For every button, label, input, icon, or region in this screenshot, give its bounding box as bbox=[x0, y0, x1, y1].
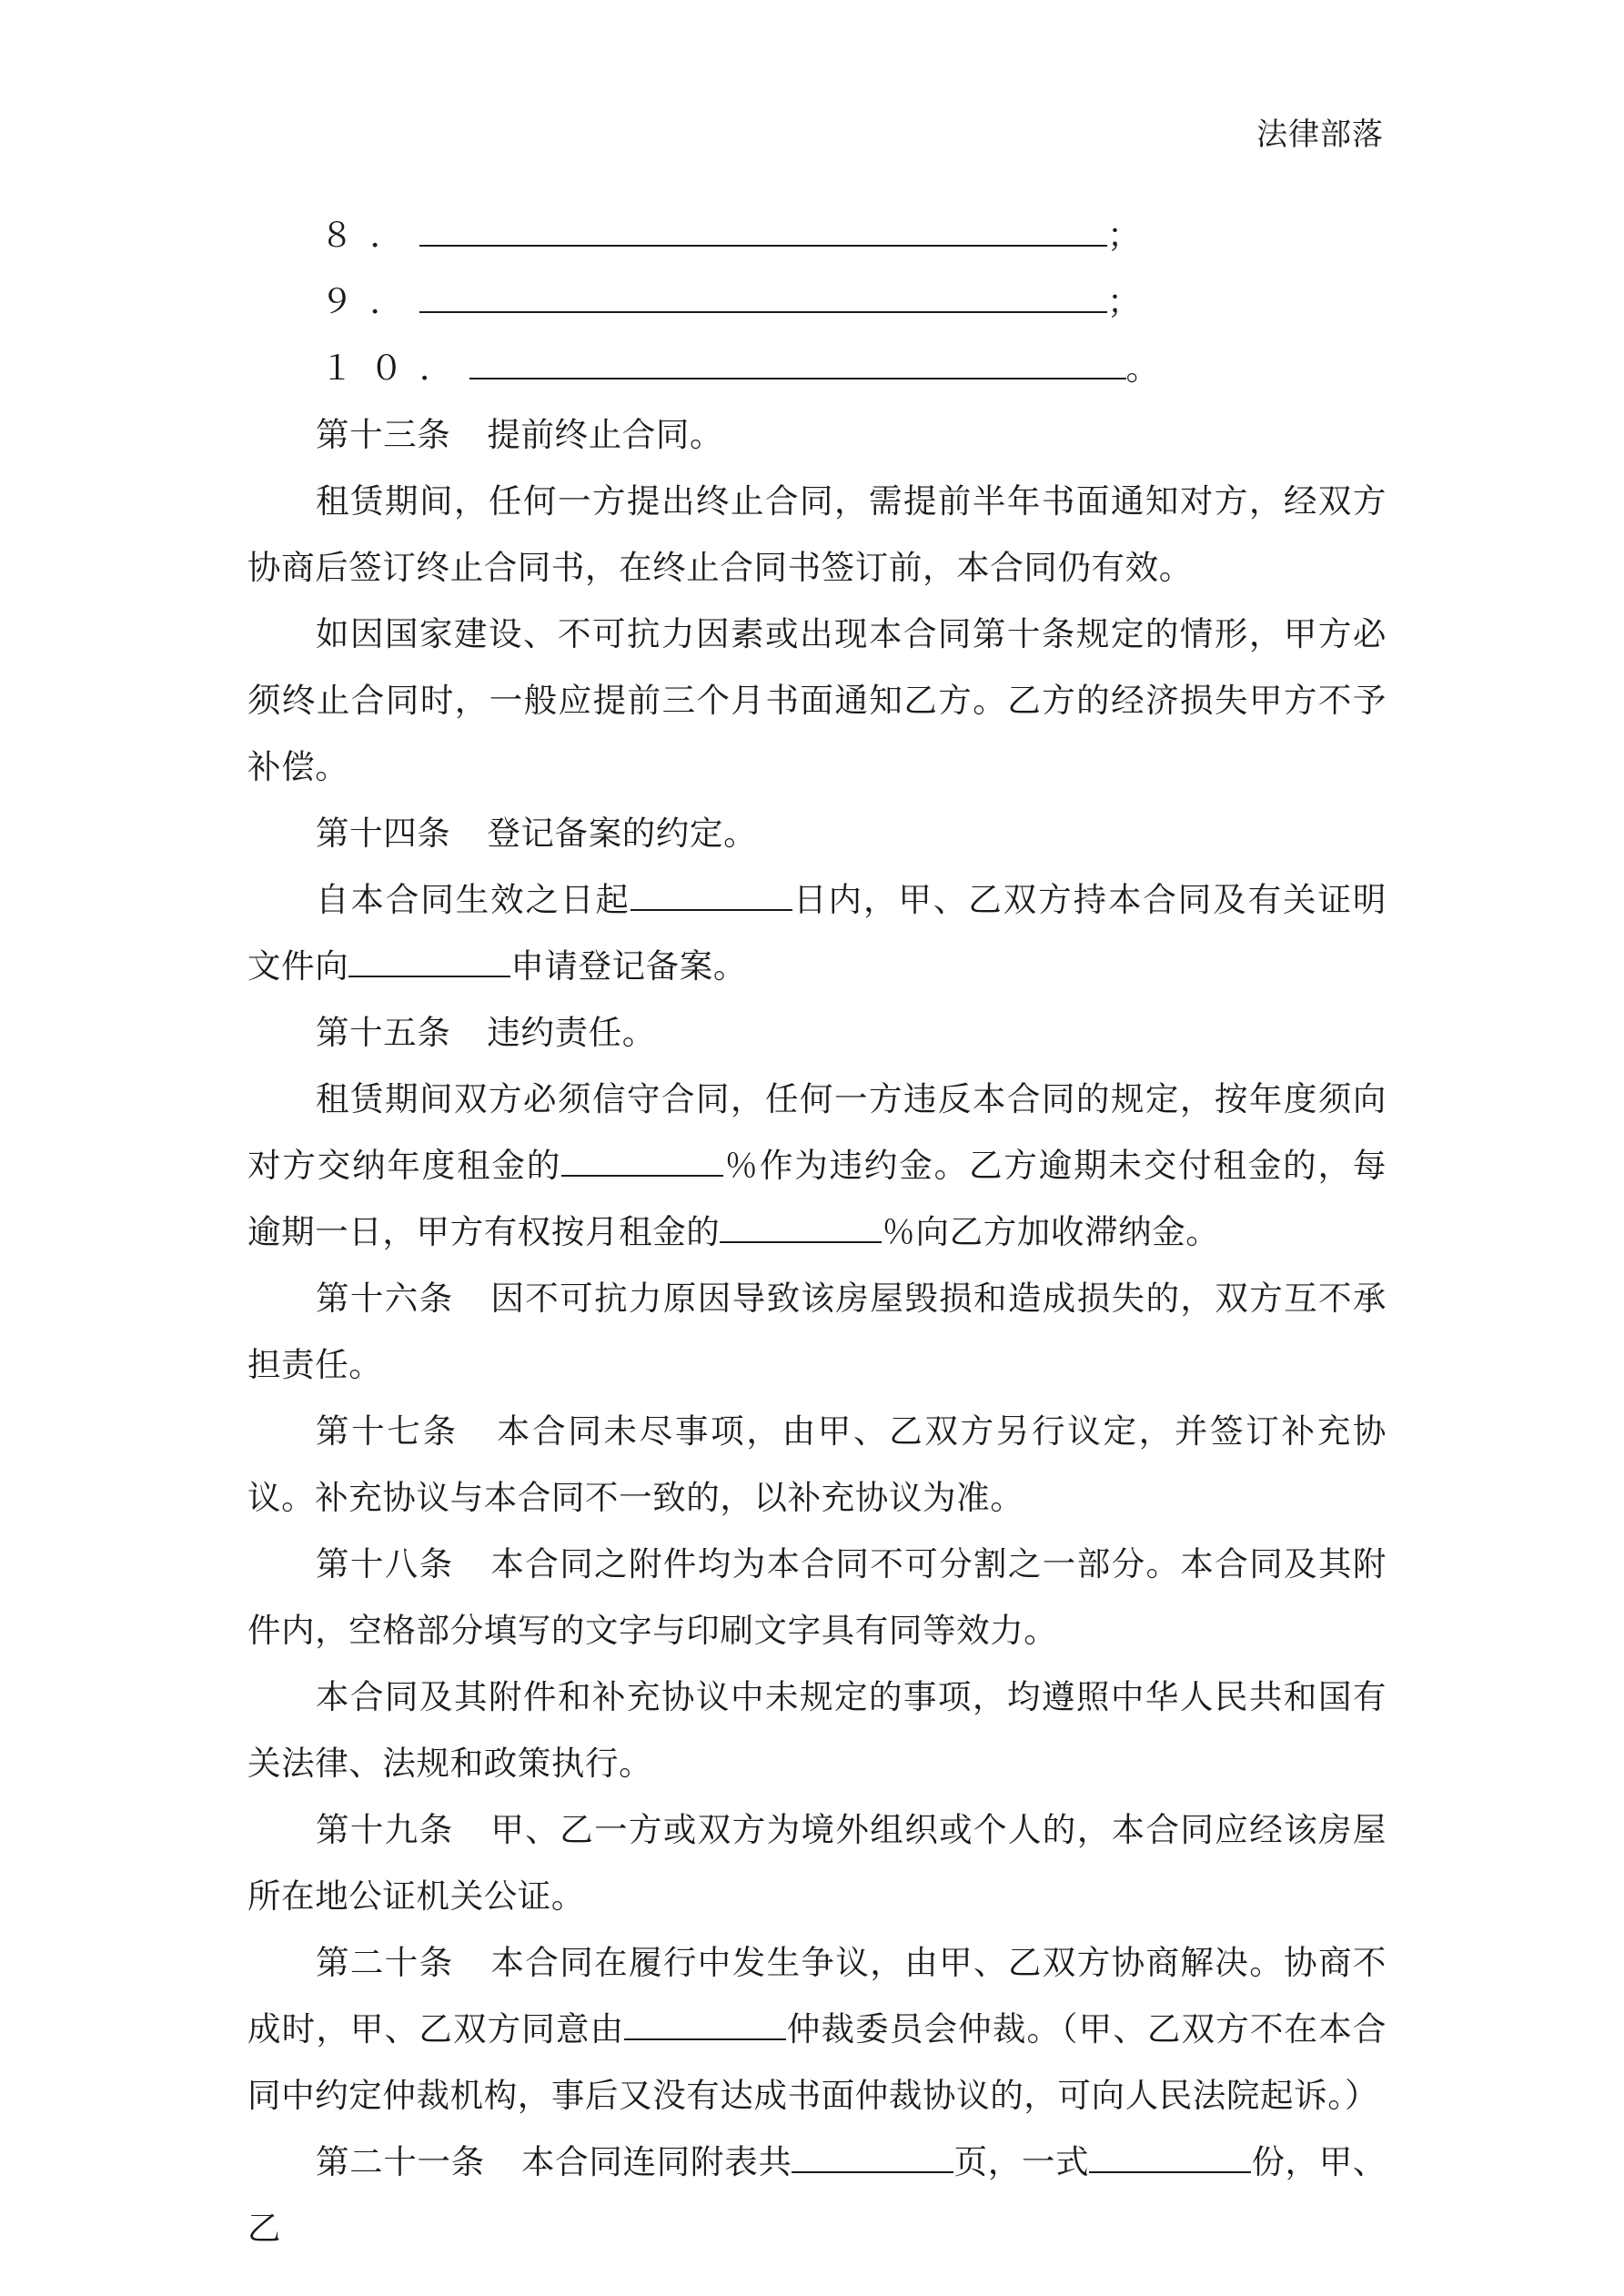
list-end-mark: ； bbox=[1107, 282, 1142, 321]
text-segment: ％作为违约金。乙方逾期未交付租金的，每逾期一日，甲方有权按月租金的 bbox=[247, 1146, 1387, 1251]
article-13-heading bbox=[247, 401, 1387, 468]
article-number: 第十七条 bbox=[316, 1411, 459, 1451]
late-fee-percent-blank[interactable] bbox=[720, 1209, 882, 1244]
days-blank[interactable] bbox=[630, 876, 792, 912]
article-18-paragraph-2: 本合同及其附件和补充协议中未规定的事项，均遵照中华人民共和国有关法律、法规和政策执行。 bbox=[247, 1677, 1387, 1783]
penalty-percent-blank[interactable] bbox=[561, 1142, 723, 1178]
article-number: 第二十条 bbox=[316, 1943, 454, 1982]
text-segment: 自本合同生效之日起 bbox=[316, 880, 630, 919]
page-header-source: 法律部落 bbox=[1256, 116, 1384, 153]
text-segment: 仲裁委员会仲裁。（甲、乙双方不在本合同中约定仲裁机构，事后又没有达成书面仲裁协议的，可向人民法院起诉。） bbox=[247, 2009, 1387, 2115]
article-text: 甲、乙一方或双方为境外组织或个人的，本合同应经该房屋所在地公证机关公证。 bbox=[247, 1810, 1387, 1916]
list-number: ９． bbox=[320, 282, 419, 321]
article-heading: 登记备案的约定。 bbox=[487, 814, 758, 853]
list-number: ８． bbox=[320, 216, 419, 255]
article-16 bbox=[247, 1265, 1387, 1398]
article-13-paragraph-1: 租赁期间，任何一方提出终止合同，需提前半年书面通知对方，经双方协商后签订终止合同书，在终止合同书签订前，本合同仍有效。 bbox=[247, 481, 1387, 587]
article-number: 第十三条 bbox=[316, 415, 451, 454]
text-segment: 份，甲、乙 bbox=[247, 2142, 1387, 2248]
article-number: 第十四条 bbox=[316, 814, 451, 853]
article-19 bbox=[247, 1796, 1387, 1929]
contract-body bbox=[247, 202, 1387, 2261]
registration-office-blank[interactable] bbox=[348, 943, 510, 978]
article-number: 第十八条 bbox=[316, 1544, 454, 1583]
copies-count-blank[interactable] bbox=[1089, 2139, 1251, 2174]
text-segment: 申请登记备案。 bbox=[510, 946, 748, 986]
page-count-blank[interactable] bbox=[792, 2139, 953, 2174]
text-segment: ％向乙方加收滞纳金。 bbox=[882, 1212, 1220, 1251]
article-14-heading bbox=[247, 800, 1387, 866]
article-number: 第十九条 bbox=[316, 1810, 454, 1849]
article-text: 本合同之附件均为本合同不可分割之一部分。本合同及其附件内，空格部分填写的文字与印刷文字具有同等效力。 bbox=[247, 1544, 1387, 1650]
text-segment: 本合同在履行中发生争议，由甲、乙双方协商解决。协商不成时，甲、乙双方同意由 bbox=[247, 1943, 1387, 2048]
article-number: 第二十一条 bbox=[316, 2142, 485, 2181]
list-item-10 bbox=[247, 335, 1387, 401]
arbitration-committee-blank[interactable] bbox=[624, 2006, 786, 2041]
list-item-9 bbox=[247, 268, 1387, 335]
article-text: 本合同未尽事项，由甲、乙双方另行议定，并签订补充协议。补充协议与本合同不一致的，以补充协议为准。 bbox=[247, 1411, 1387, 1517]
article-17 bbox=[247, 1398, 1387, 1531]
list-item-8 bbox=[247, 202, 1387, 268]
article-18 bbox=[247, 1531, 1387, 1664]
list-end-mark: ； bbox=[1107, 216, 1142, 255]
article-heading: 违约责任。 bbox=[487, 1013, 656, 1052]
article-13-paragraph-2: 如因国家建设、不可抗力因素或出现本合同第十条规定的情形，甲方必须终止合同时，一般应提前三个月书面通知乙方。乙方的经济损失甲方不予补偿。 bbox=[247, 614, 1387, 786]
article-15-paragraph bbox=[247, 1066, 1387, 1265]
article-text: 因不可抗力原因导致该房屋毁损和造成损失的，双方互不承担责任。 bbox=[247, 1279, 1387, 1384]
article-20 bbox=[247, 1929, 1387, 2129]
list-end-mark: 。 bbox=[1125, 349, 1160, 388]
article-number: 第十六条 bbox=[316, 1279, 454, 1318]
text-segment: 日内，甲、乙双方持本合同及有关证明文件向 bbox=[247, 880, 1387, 986]
list-number: １０． bbox=[320, 349, 469, 388]
text-segment: 本合同连同附表共 bbox=[520, 2142, 792, 2181]
text-segment: 租赁期间双方必须信守合同，任何一方违反本合同的规定，按年度须向对方交纳年度租金的 bbox=[247, 1079, 1387, 1185]
article-heading: 提前终止合同。 bbox=[487, 415, 724, 454]
fill-blank[interactable] bbox=[419, 278, 1107, 314]
article-number: 第十五条 bbox=[316, 1013, 451, 1052]
text-segment: 页，一式 bbox=[953, 2142, 1090, 2181]
article-14-paragraph bbox=[247, 866, 1387, 999]
fill-blank[interactable] bbox=[469, 345, 1126, 380]
article-15-heading bbox=[247, 999, 1387, 1066]
fill-blank[interactable] bbox=[419, 212, 1107, 248]
article-21 bbox=[247, 2129, 1387, 2261]
